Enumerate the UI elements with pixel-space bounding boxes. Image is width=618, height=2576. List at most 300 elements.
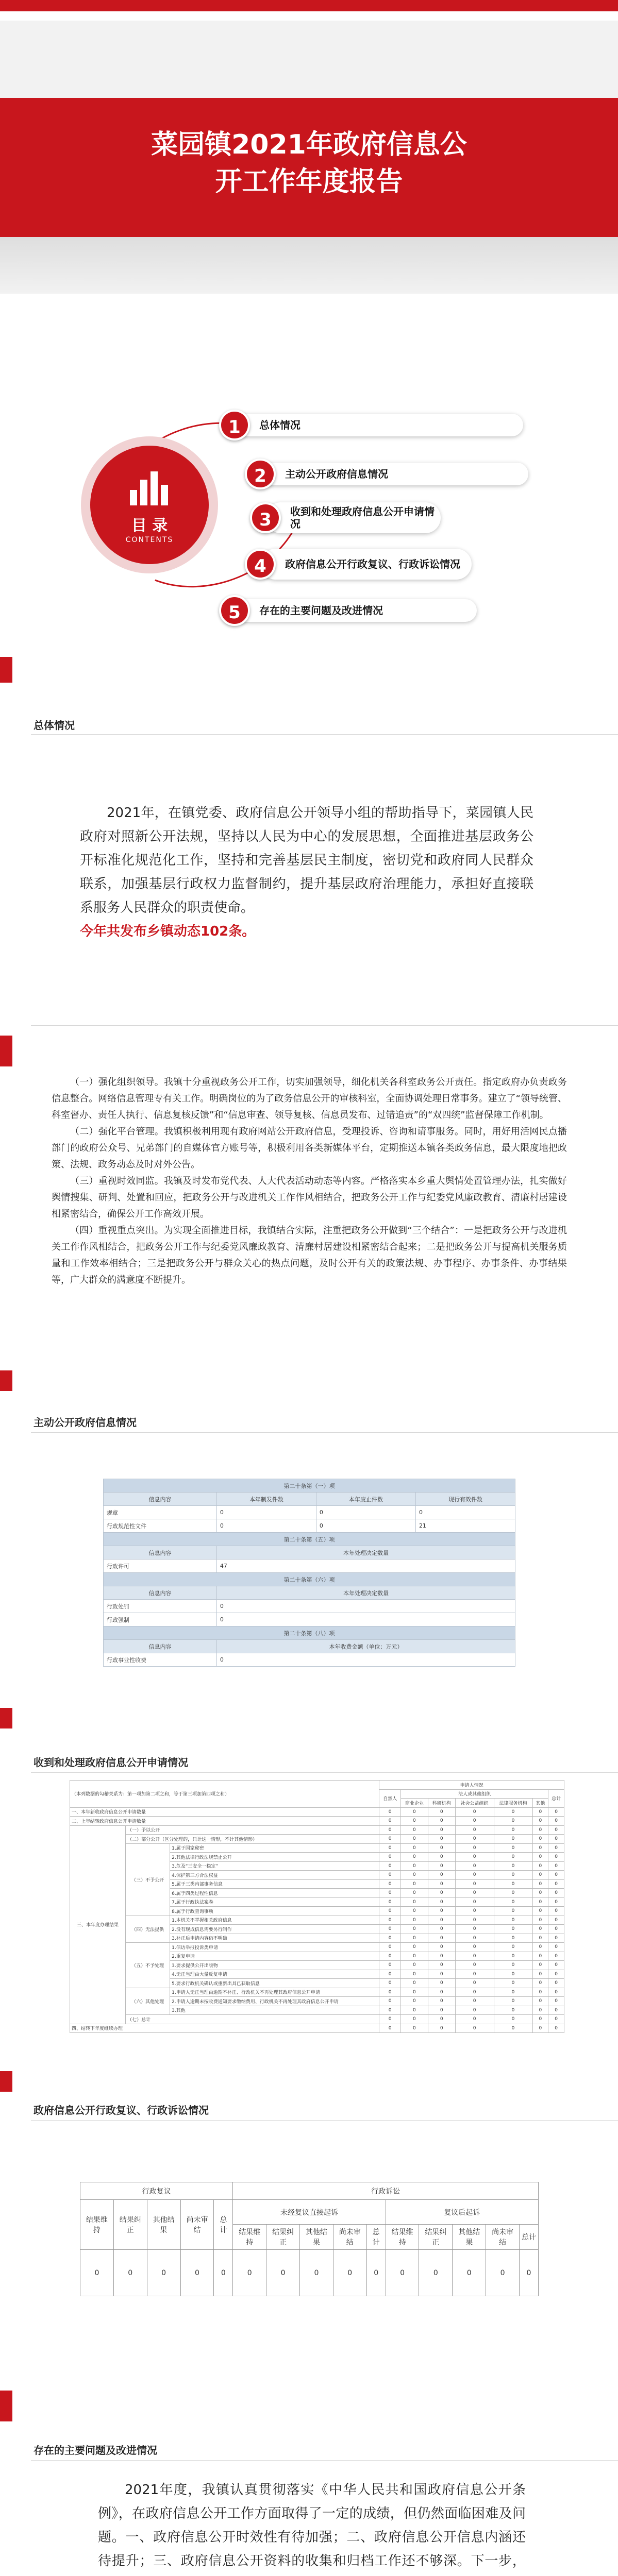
table-cell: 0 [379,2024,401,2033]
table-cell: 0 [494,1961,532,1970]
table-cell: 0 [548,1861,564,1871]
table-cell: 0 [379,1925,401,1934]
table-cell: 0 [428,1952,455,1961]
column-header: 本年废止件数 [316,1493,415,1506]
column-header: 本年制发件数 [216,1493,316,1506]
table-cell: 0 [455,1807,494,1817]
column-header: 其他结果 [147,2200,180,2250]
table-cell: 0 [548,1952,564,1961]
table-cell: 0 [428,2006,455,2015]
table-cell: 行政许可 [104,1560,217,1573]
divider [31,2120,618,2121]
table-cell: 0 [453,2250,486,2296]
column-header: 信息内容 [104,1546,217,1560]
table-cell: 0 [494,1825,532,1835]
table-cell: 0 [455,1835,494,1844]
table-cell: 0 [455,1817,494,1826]
table-cell: 0 [233,2250,266,2296]
column-header: 行政诉讼 [233,2182,539,2200]
table-cell: 0 [428,1943,455,1952]
table-cell: 0 [428,1853,455,1862]
row-label: 四、结转下年度继续办理 [70,2024,379,2033]
column-header: 结果维持 [233,2225,266,2250]
table-cell: 0 [400,2024,428,2033]
table-cell: 0 [548,1879,564,1889]
paragraph: （二）强化平台管理。我镇积极利用现有政府网站公开政府信息，受理投诉、咨询和请事服务。同时，用好用活网民点播部门的政府公众号、兄弟部门的自媒体官方账号等，积极利用各类新媒体平台，定期推送本镇各类政务信息，最大限度地把政策、法规、政务动态及时对外公告。 [52,1126,567,1170]
column-header: 本年处理决定数量 [216,1546,515,1560]
table-cell: 0 [333,2250,366,2296]
table-cell: 0 [379,1843,401,1853]
paragraph: （四）重视重点突出。为实现全面推进目标，我镇结合实际，注重把政务公开做到“三个结合”：一是把政务公开与改进机关工作作风相结合，把政务公开工作与纪委党风廉政教育、清廉村居建设相紧密结合起来；二是把政务公开与提高机关服务质量和工作效率相结合；三是把政务公开与群众关心的热点问题，及时公开有关的政策法规、办事程序、办事条件、办事结果等，广大群众的满意度不断提升。 [52,1225,567,1285]
row-label: 7.属于行政执法案卷 [170,1897,379,1907]
table-cell: 0 [494,1916,532,1925]
review-litigation-table [80,2182,539,2296]
table-cell: 0 [548,1853,564,1862]
section-marker [0,1036,12,1066]
table-cell: 21 [415,1519,515,1533]
table-section-header: 第二十条第（八）项 [104,1626,515,1640]
table-cell: 0 [428,1817,455,1826]
table-cell: 0 [520,2250,539,2296]
table-cell: 0 [494,1861,532,1871]
table-cell: 0 [428,1861,455,1871]
table-cell: 0 [379,1907,401,1916]
table-cell: 0 [455,1925,494,1934]
title-band-shadow [0,237,618,294]
table-cell: 0 [494,1807,532,1817]
column-header: 尚未审结 [486,2225,520,2250]
table-cell: 0 [455,1897,494,1907]
table-cell: 0 [400,1835,428,1844]
section-4-title: 政府信息公开行政复议、行政诉讼情况 [34,2104,209,2116]
table-cell: 0 [379,1952,401,1961]
table-cell: 0 [428,1988,455,1997]
table-of-contents [0,294,618,654]
column-header: 商业企业 [400,1799,428,1808]
table-cell: 0 [532,1835,548,1844]
table-cell: 0 [532,2015,548,2024]
column-header: 法律服务机构 [494,1799,532,1808]
table-cell: 0 [494,1817,532,1826]
table-cell: 0 [428,1934,455,1943]
table-cell: 0 [494,1879,532,1889]
table-cell: 0 [532,1916,548,1925]
divider [31,1772,618,1773]
row-label: 6.属于四类过程性信息 [170,1889,379,1898]
section-3-title: 收到和处理政府信息公开申请情况 [34,1756,188,1769]
table-cell: 0 [400,2006,428,2015]
section-marker [0,1370,12,1391]
toc-num: 1 [219,410,250,440]
column-header: 其他结果 [453,2225,486,2250]
row-label: 4.无正当理由大量反复申请 [170,1970,379,1979]
table-cell: 0 [455,1970,494,1979]
table-cell: 0 [180,2250,214,2296]
table-cell: 0 [532,2006,548,2015]
toc-sub: CONTENTS [125,536,174,544]
toc-num: 3 [250,502,281,533]
row-subgroup-label: （六）其他处理 [126,1988,170,2015]
table-cell: 0 [400,1853,428,1862]
table-cell: 0 [379,1835,401,1844]
table-cell: 0 [494,2024,532,2033]
page-title [0,126,618,200]
table-cell: 0 [300,2250,333,2296]
table-cell: 0 [400,1889,428,1898]
table-cell: 0 [494,1925,532,1934]
column-header: 复议后起诉 [386,2200,538,2225]
column-header: 未经复议直接起诉 [233,2200,386,2225]
table-cell: 0 [494,1988,532,1997]
table-cell: 0 [428,1970,455,1979]
toc-num: 2 [245,459,276,489]
table-cell: 0 [400,1907,428,1916]
table-cell: 0 [548,1916,564,1925]
section-marker [0,2391,12,2421]
table-cell: 0 [455,1853,494,1862]
table-cell: 0 [532,1970,548,1979]
table-cell: 0 [494,1843,532,1853]
table-cell: 0 [548,1961,564,1970]
table-cell: 0 [455,1879,494,1889]
row-label: （一）予以公开 [126,1825,379,1835]
table-cell: 0 [379,1853,401,1862]
row-label: （二）部分公开（区分处理的，只计这一情形，不计其他情形） [126,1835,379,1844]
table-cell: 0 [379,1970,401,1979]
table-cell: 0 [532,1889,548,1898]
table-cell: 0 [548,1843,564,1853]
table-cell: 0 [400,1988,428,1997]
column-header: 总计 [214,2200,233,2250]
table-cell: 0 [494,1970,532,1979]
row-label: 2.重复申请 [170,1952,379,1961]
table-cell: 0 [428,1843,455,1853]
section-5-title: 存在的主要问题及改进情况 [34,2444,157,2456]
table-cell: 0 [532,1997,548,2006]
table-cell: 0 [428,2024,455,2033]
table-cell: 0 [455,1979,494,1988]
table-cell: 0 [214,2250,233,2296]
table-cell: 0 [548,1871,564,1880]
table-cell: 0 [400,1897,428,1907]
table-cell: 0 [379,1817,401,1826]
table-cell: 0 [379,1825,401,1835]
table-cell: 0 [455,2015,494,2024]
column-header: 结果纠正 [419,2225,453,2250]
row-label: （七）总计 [126,2015,379,2024]
column-header: 本年处理决定数量 [216,1586,515,1600]
table-cell: 0 [548,1907,564,1916]
table-cell: 0 [428,1879,455,1889]
section-1-highlight: 今年共发布乡镇动态102条。 [80,924,256,939]
bar-chart-icon [130,471,169,505]
table-cell: 0 [532,1907,548,1916]
table-cell: 行政规范性文件 [104,1519,217,1533]
table-cell: 0 [455,1934,494,1943]
row-label: 1.属于国家秘密 [170,1843,379,1853]
top-red-bar [0,0,618,11]
table-section-header: 第二十条第（五）项 [104,1533,515,1546]
table-cell: 0 [455,1916,494,1925]
row-label: 二、上年结转政府信息公开申请数量 [70,1817,379,1826]
divider [31,1025,618,1026]
table-cell: 0 [428,1871,455,1880]
table-cell: 0 [400,1916,428,1925]
row-label: 8.属于行政查询事项 [170,1907,379,1916]
table-cell: 0 [419,2250,453,2296]
table-cell: 0 [532,1943,548,1952]
table-cell: 0 [532,1817,548,1826]
table-cell: 0 [400,1861,428,1871]
table-cell: 0 [428,1961,455,1970]
row-group-label: 三、本年度办理结果 [70,1825,126,2024]
table-cell: 0 [428,1835,455,1844]
table-cell: 0 [532,2024,548,2033]
table-cell: 0 [532,1843,548,1853]
table-section-header: 第二十条第（六）项 [104,1573,515,1586]
table-cell: 0 [428,1979,455,1988]
table-cell: 0 [548,1934,564,1943]
table-cell: 0 [379,2006,401,2015]
table-cell: 0 [455,1825,494,1835]
table-section-header: 第二十条第（一）项 [104,1479,515,1493]
table-cell: 0 [494,1934,532,1943]
table-corner-header: （本列数据的勾稽关系为：第一项加第二项之和，等于第三项加第四项之和） [70,1781,379,1808]
row-subgroup-label: （三）不予公开 [126,1843,170,1916]
table-cell: 0 [548,1817,564,1826]
table-cell: 0 [379,1934,401,1943]
table-cell: 0 [494,1907,532,1916]
row-label: 3.其他 [170,2006,379,2015]
table-cell: 规章 [104,1506,217,1519]
table-cell: 0 [400,1925,428,1934]
title-line-2: 开工作年度报告 [215,166,403,197]
table-cell: 0 [216,1653,515,1667]
table-cell: 0 [532,1988,548,1997]
row-subgroup-label: （四）无法提供 [126,1916,170,1943]
column-header: 尚未审结 [180,2200,214,2250]
table-cell: 0 [455,2006,494,2015]
column-header: 自然人 [379,1789,401,1807]
table-cell: 0 [494,2006,532,2015]
table-cell: 0 [400,1825,428,1835]
table-cell: 0 [428,1916,455,1925]
table-cell: 0 [379,1997,401,2006]
row-label: 3.要求提供公开出版物 [170,1961,379,1970]
column-header: 申请人情况 [379,1781,564,1790]
table-cell: 0 [428,1825,455,1835]
divider [31,2460,618,2461]
table-cell: 0 [216,1613,515,1626]
table-cell: 0 [494,1835,532,1844]
table-cell: 0 [532,1925,548,1934]
table-cell: 0 [548,1988,564,1997]
table-cell: 0 [548,1897,564,1907]
table-cell: 0 [428,1997,455,2006]
section-1-text: 2021年，在镇党委、政府信息公开领导小组的帮助指导下，菜园镇人民政府对照新公开法规，坚持以人民为中心的发展思想，全面推进基层政务公开标准化规范化工作，坚持和完善基层民主制度，密切党和政府同人民群众联系，加强基层行政权力监督制约，提升基层政府治理能力，承担好直接联系服务人民群众的职责使命。 [80,805,533,916]
table-cell: 0 [428,1907,455,1916]
column-header: 行政复议 [80,2182,233,2200]
row-label: 2.其他法律行政法规禁止公开 [170,1853,379,1862]
table-cell: 0 [400,1997,428,2006]
table-cell: 0 [455,1952,494,1961]
row-label: 2.没有现成信息需要另行制作 [170,1925,379,1934]
table-cell: 0 [80,2250,114,2296]
table-cell: 0 [379,1961,401,1970]
table-cell: 0 [379,1861,401,1871]
section-marker [0,2071,12,2092]
paragraph: 2021年度，我镇认真贯彻落实《中华人民共和国政府信息公开条例》，在政府信息公开工作方面取得了一定的成绩，但仍然面临困难及问题。一、政府信息公开时效性有待加强；二、政府信息公开信息内涵还待提升；三、政府信息公开资料的收集和归档工作还不够深。下一步， [98,2482,526,2569]
table-cell: 0 [216,1519,316,1533]
section-1-body [80,801,533,943]
table-cell: 0 [494,1997,532,2006]
column-header: 总计 [548,1789,564,1807]
toc-item-label: 收到和处理政府信息公开申请情况 [265,502,441,533]
column-header: 总计 [366,2225,386,2250]
table-cell: 0 [548,1835,564,1844]
row-label: 5.要求行政机关确认或重新出具已获取信息 [170,1979,379,1988]
table-cell: 0 [532,1825,548,1835]
table-cell: 0 [455,1988,494,1997]
table-cell: 0 [400,1979,428,1988]
row-label: 3.危及“三安全一稳定” [170,1861,379,1871]
table-cell: 0 [548,1807,564,1817]
table-cell: 0 [379,1916,401,1925]
column-header: 社会公益组织 [455,1799,494,1808]
column-header: 信息内容 [104,1640,217,1653]
table-cell: 行政强制 [104,1613,217,1626]
table-cell: 0 [548,1943,564,1952]
toc-num: 5 [219,595,250,626]
section-marker [0,657,12,683]
table-cell: 0 [548,1925,564,1934]
table-cell: 0 [455,1943,494,1952]
column-header: 其他结果 [300,2225,333,2250]
table-cell: 0 [428,1925,455,1934]
title-line-1: 菜园镇2021年政府信息公 [151,129,467,160]
row-label: 3.补正后申请内容仍不明确 [170,1934,379,1943]
table-cell: 0 [548,2006,564,2015]
table-cell: 0 [455,1871,494,1880]
table-cell: 0 [379,1988,401,1997]
table-cell: 0 [379,1943,401,1952]
table-cell: 0 [366,2250,386,2296]
table-cell: 0 [266,2250,300,2296]
table-cell: 0 [455,1861,494,1871]
toc-item-label: 总体情况 [235,414,523,436]
divider [31,1432,618,1433]
toc-item-label: 主动公开政府信息情况 [260,463,528,485]
table-cell: 0 [532,1961,548,1970]
table-cell: 0 [455,1889,494,1898]
row-label: 4.保护第三方合法权益 [170,1871,379,1880]
table-cell: 0 [532,1807,548,1817]
row-label: 5.属于三类内部事务信息 [170,1879,379,1889]
table-cell: 0 [379,1807,401,1817]
table-cell: 0 [400,1871,428,1880]
column-header: 尚未审结 [333,2225,366,2250]
column-header: 结果维持 [386,2225,419,2250]
table-cell: 0 [532,1861,548,1871]
table-cell: 0 [532,1952,548,1961]
toc-num: 4 [245,549,276,580]
table-cell: 0 [532,1897,548,1907]
column-header: 信息内容 [104,1493,217,1506]
table-cell: 0 [216,1506,316,1519]
table-cell: 0 [379,1889,401,1898]
table-cell: 0 [400,1943,428,1952]
table-cell: 0 [455,2024,494,2033]
column-header: 科研机构 [428,1799,455,1808]
column-header: 本年收费金额（单位：万元） [216,1640,515,1653]
table-cell: 0 [428,1897,455,1907]
table-cell: 0 [494,1943,532,1952]
table-cell: 0 [400,1879,428,1889]
application-table [70,1780,564,2033]
row-label: 一、本年新收政府信息公开申请数量 [70,1807,379,1817]
table-cell: 0 [548,1889,564,1898]
table-cell: 0 [455,1843,494,1853]
table-cell: 0 [147,2250,180,2296]
table-cell: 0 [548,1997,564,2006]
table-cell: 0 [494,1897,532,1907]
table-cell: 0 [400,1970,428,1979]
table-cell: 0 [400,1843,428,1853]
column-header: 法人或其他组织 [400,1789,548,1799]
table-cell: 0 [415,1506,515,1519]
divider [31,734,618,735]
row-subgroup-label: （五）不予处理 [126,1943,170,1988]
row-label: 2.申请人逾期未按收费通知要求缴纳费用、行政机关不再处理其政府信息公开申请 [170,1997,379,2006]
table-cell: 0 [400,1807,428,1817]
table-cell: 0 [316,1519,415,1533]
table-cell: 0 [428,2015,455,2024]
toc-item-label: 存在的主要问题及改进情况 [235,599,477,622]
row-label: 1.申请人无正当理由逾期不补正、行政机关不再处理其政府信息公开申请 [170,1988,379,1997]
paragraph: （一）强化组织领导。我镇十分重视政务公开工作，切实加强领导，细化机关各科室政务公开责任。指定政府办负责政务信息整合。网络信息管理专有关工作。明确岗位的为了政务信息公开的审核科室，全面协调处理日常事务。建立了“领导统管、科室督办、责任人执行、信息复核反馈”和“信息审查、领导复核、信息员发布、过错追责”的“双四统”监督保障工作机制。 [52,1077,567,1121]
table-cell: 0 [455,1961,494,1970]
table-cell: 0 [494,1889,532,1898]
paragraph: （三）重视时效同监。我镇及时发布党代表、人大代表活动动态等内容。严格落实本乡重大舆情处置管理办法，扎实做好舆情搜集、研判、处置和回应，把政务公开与改进机关工作作风相结合，把政务公开工作与纪委党风廉政教育、清廉村居建设相紧密结合，确保公开工作高效开展。 [52,1176,567,1219]
table-cell: 0 [494,1952,532,1961]
table-cell: 0 [494,2015,532,2024]
section-2-title: 主动公开政府信息情况 [34,1416,137,1429]
toc-item-label: 政府信息公开行政复议、行政诉讼情况 [260,549,472,580]
table-cell: 0 [532,1934,548,1943]
column-header: 结果维持 [80,2200,114,2250]
section-5-body [98,2478,526,2576]
table-cell: 0 [532,1979,548,1988]
table-cell: 0 [548,1979,564,1988]
table-cell: 0 [400,2015,428,2024]
table-cell: 0 [379,1879,401,1889]
table-cell: 0 [216,1600,515,1613]
table-cell: 47 [216,1560,515,1573]
table-cell: 0 [379,1897,401,1907]
column-header: 其他 [532,1799,548,1808]
row-label: 1.信访举报投诉类申请 [170,1943,379,1952]
table-cell: 0 [532,1879,548,1889]
table-cell: 0 [548,1970,564,1979]
column-header: 信息内容 [104,1586,217,1600]
table-cell: 0 [494,1853,532,1862]
table-cell: 0 [486,2250,520,2296]
table-cell: 0 [494,1979,532,1988]
table-cell: 行政事业性收费 [104,1653,217,1667]
table-cell: 0 [455,1997,494,2006]
table-cell: 0 [400,1961,428,1970]
table-cell: 0 [532,1853,548,1862]
